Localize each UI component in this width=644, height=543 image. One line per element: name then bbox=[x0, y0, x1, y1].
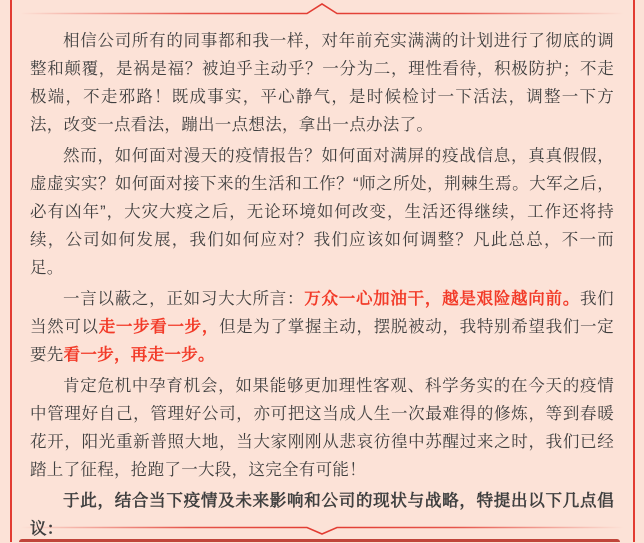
text-segment: 一言以蔽之，正如习大大所言： bbox=[63, 290, 305, 308]
paragraph: 肯定危机中孕育机会，如果能够更加理性客观、科学务实的在今天的疫情中管理好自己，管理好公司，亦可把这当成人生一次最难得的修炼，等到春暖花开，阳光重新普照大地，当大家刚刚从悲哀彷徨中苏醒过来之时，我们已经踏上了征程，抢跑了一大段，这完全有可能！ bbox=[30, 377, 614, 479]
paragraph: 相信公司所有的同事都和我一样，对年前充实满满的计划进行了彻底的调整和颠覆，是祸是福？被迫乎主动乎？一分为二，理性看待，积极防护；不走极端，不走邪路！既成事实，平心静气，是时候检讨一下活法，调整一下方法，改变一点看法，蹦出一点想法，拿出一点办法了。 bbox=[30, 32, 614, 134]
divider-caret-up-icon bbox=[20, 0, 624, 16]
highlight-segment: 万众一心加油干，越是艰险越向前。 bbox=[304, 290, 580, 308]
text-segment: 我们当然可以 bbox=[30, 290, 614, 336]
text-segment: 但是为了掌握主动，摆脱被动，我特别希望我们一定要先 bbox=[30, 318, 614, 364]
paragraph: 于此，结合当下疫情及未来影响和公司的现状与战略，特提出以下几点倡议： bbox=[30, 492, 614, 538]
highlight-segment: 走一步看一步， bbox=[98, 318, 220, 336]
card-left-border bbox=[10, 0, 12, 542]
card-right-border bbox=[633, 0, 635, 542]
divider-caret-down-icon bbox=[20, 520, 624, 536]
highlight-segment: 看一步，再走一步。 bbox=[63, 346, 215, 364]
article-body bbox=[30, 27, 614, 543]
paragraph: 然而，如何面对漫天的疫情报告？如何面对满屏的疫战信息，真真假假，虚虚实实？如何面对接下来的生活和工作？“师之所处，荆棘生焉。大军之后，必有凶年”，大灾大疫之后，无论环境如何改变，生活还得继续，工作还将持续，公司如何发展，我们如何应对？我们应该如何调整？凡此总总，不一而足。 bbox=[30, 147, 614, 277]
paragraph bbox=[30, 285, 614, 369]
